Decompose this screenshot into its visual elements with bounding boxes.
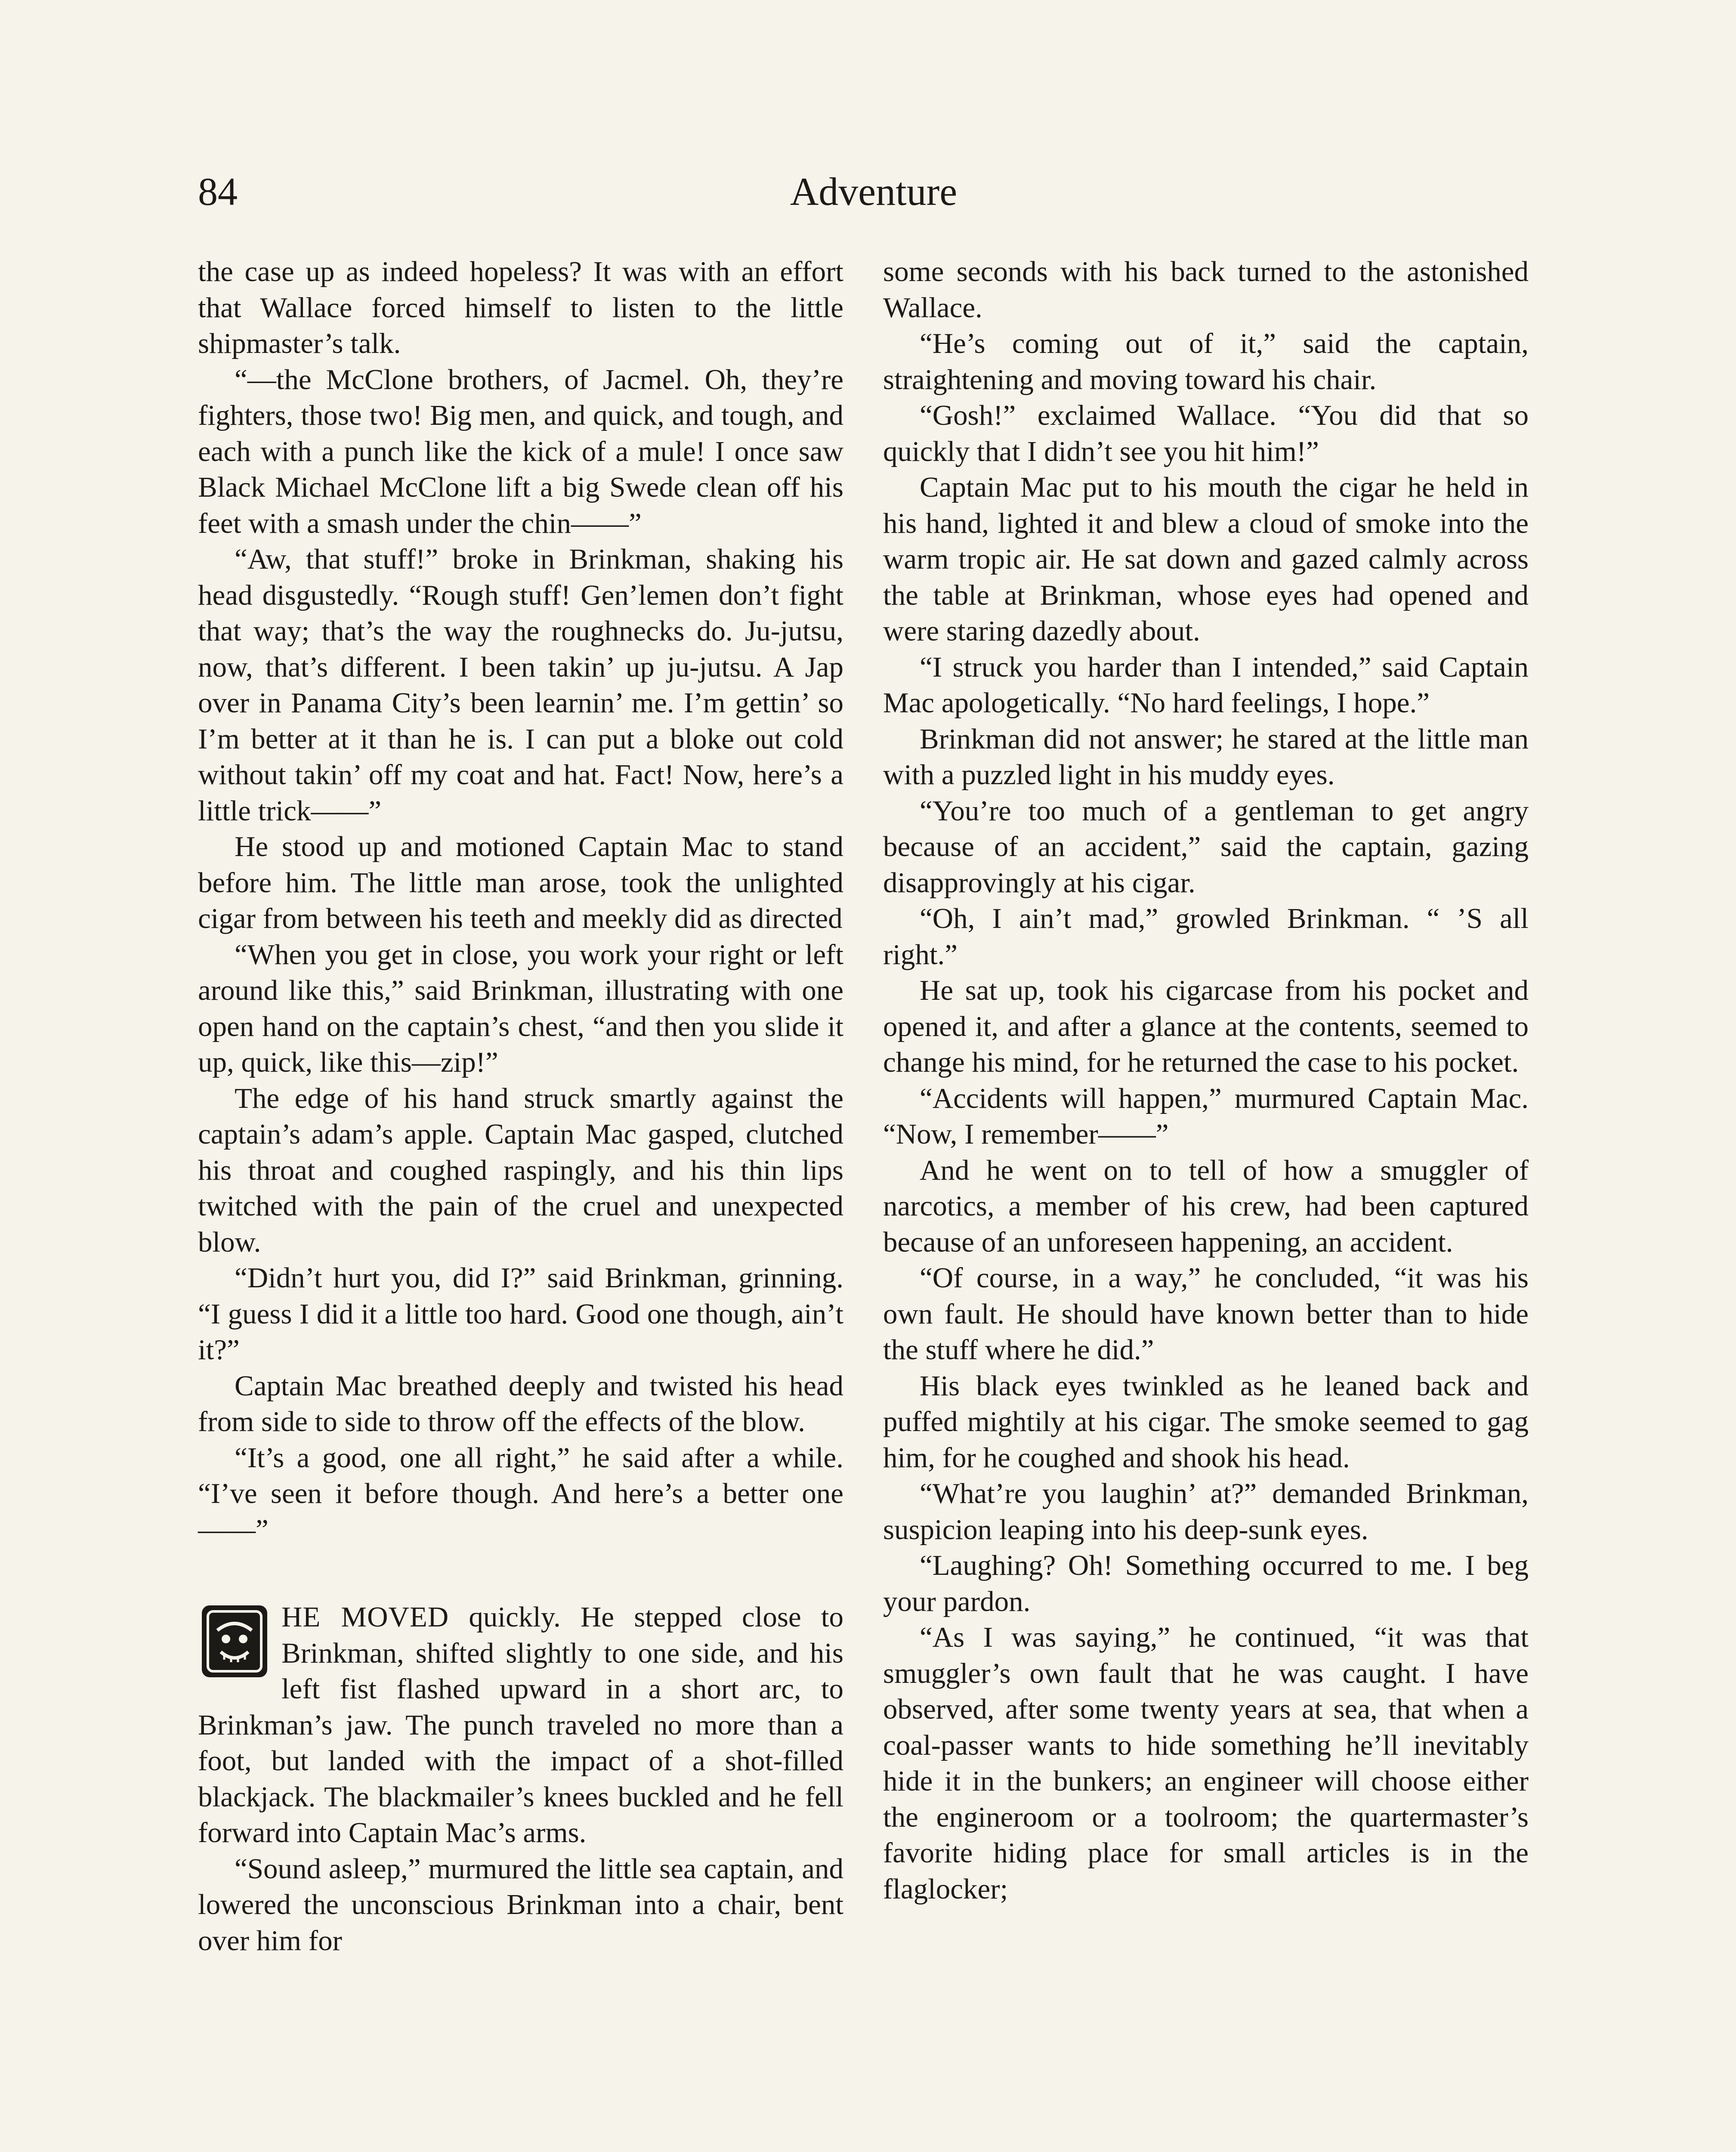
paragraph: “Oh, I ain’t mad,” growled Brinkman. “ ’S all right.” [883, 903, 1529, 971]
paragraph: “When you get in close, you work your right or left around like this,” said Brinkman, illustrating with one open hand on the captain’s chest, “and then you slide it up, quick, like this—zip!” [198, 938, 843, 1078]
magazine-title: Adventure [790, 170, 958, 213]
paragraph: “I struck you harder than I intended,” said Captain Mac apologetically. “No hard feelings, I hope.” [883, 651, 1529, 719]
paragraph: The edge of his hand struck smartly against the captain’s adam’s apple. Captain Mac gasped, clutched his throat and coughed raspingly, and his thin lips twitched with the pain of the cruel and unexpected blow. [198, 1082, 843, 1258]
paragraph: And he went on to tell of how a smuggler of narcotics, a member of his crew, had been captured because of an unforeseen happening, an accident. [883, 1154, 1529, 1258]
paragraph: Captain Mac put to his mouth the cigar he held in his hand, lighted it and blew a cloud of smoke into the warm tropic air. He sat down and gazed calmly across the table at Brinkman, whose eyes had opened and were staring dazedly about. [883, 471, 1529, 647]
paragraph: “Accidents will happen,” murmured Captain Mac. “Now, I remember——” [883, 1082, 1529, 1150]
paragraph: the case up as indeed hopeless? It was with an effort that Wallace forced himself to listen to the little shipmaster’s talk. [198, 256, 843, 359]
right-column [883, 254, 1529, 2152]
paragraph: “Sound asleep,” murmured the little sea captain, and lowered the unconscious Brinkman into a chair, bent over him for [198, 1852, 843, 1957]
page-header [198, 166, 1549, 226]
paragraph: Brinkman did not answer; he stared at the little man with a puzzled light in his muddy eyes. [883, 723, 1529, 791]
section-lead-caps: HE MOVED [281, 1601, 449, 1633]
section-ornament-icon [198, 1604, 271, 1681]
left-column [198, 254, 843, 2152]
paragraph: Captain Mac breathed deeply and twisted his head from side to side to throw off the effects of the blow. [198, 1370, 843, 1438]
paragraph: “Of course, in a way,” he concluded, “it was his own fault. He should have known better than to hide the stuff where he did.” [883, 1262, 1529, 1366]
paragraph: “Aw, that stuff!” broke in Brinkman, shaking his head disgustedly. “Rough stuff! Gen’lemen don’t fight that way; that’s the way the roughnecks do. Ju-jutsu, now, that’s different. I been takin’ up ju-jutsu. A Jap over in Panama City’s been learnin’ me. I’m gettin’ so I’m better at it than he is. I can put a bloke out cold without takin’ off my coat and hat. Fact! Now, here’s a little trick——” [198, 543, 843, 827]
page-number: 84 [198, 170, 238, 213]
paragraph: “As I was saying,” he continued, “it was that smuggler’s own fault that he was caught. I have observed, after some twenty years at sea, that when a coal-passer wants to hide something he’ll inevitably hide it in the bunkers; an engineer will choose either the engineroom or a toolroom; the quartermaster’s favorite hiding place for small articles is in the flaglocker; [883, 1621, 1529, 1905]
paragraph: His black eyes twinkled as he leaned back and puffed mightily at his cigar. The smoke seemed to gag him, for he coughed and shook his head. [883, 1370, 1529, 1474]
section-lead-text: quickly. He stepped close to Brinkman, shifted slightly to one side, and his left fist flashed upward in a short arc, to Brinkman’s jaw. The punch traveled no more than a foot, but landed with the impact of a shot-filled blackjack. The blackmailer’s knees buckled and he fell forward into Captain Mac’s arms. [198, 1601, 843, 1849]
section-lead-paragraph [198, 1599, 843, 1851]
paragraph: “What’re you laughin’ at?” demanded Brinkman, suspicion leaping into his deep-sunk eyes. [883, 1478, 1529, 1546]
paragraph: “You’re too much of a gentleman to get angry because of an accident,” said the captain, gazing disapprovingly at his cigar. [883, 795, 1529, 899]
paragraph: some seconds with his back turned to the astonished Wallace. [883, 256, 1529, 324]
paragraph: “Laughing? Oh! Something occurred to me. I beg your pardon. [883, 1549, 1529, 1617]
paragraph: “It’s a good, one all right,” he said after a while. “I’ve seen it before though. And here’s a better one——” [198, 1441, 843, 1546]
paragraph: “Gosh!” exclaimed Wallace. “You did that so quickly that I didn’t see you hit him!” [883, 399, 1529, 467]
paragraph: “He’s coming out of it,” said the captain, straightening and moving toward his chair. [883, 328, 1529, 396]
paragraph: He sat up, took his cigarcase from his pocket and opened it, and after a glance at the contents, seemed to change his mind, for he returned the case to his pocket. [883, 974, 1529, 1078]
paragraph: He stood up and motioned Captain Mac to stand before him. The little man arose, took the unlighted cigar from between his teeth and meekly did as directed [198, 831, 843, 934]
paragraph: “—the McClone brothers, of Jacmel. Oh, they’re fighters, those two! Big men, and quick, and tough, and each with a punch like the kick of a mule! I once saw Black Michael McClone lift a big Swede clean off his feet with a smash under the chin——” [198, 363, 843, 539]
paragraph: “Didn’t hurt you, did I?” said Brinkman, grinning. “I guess I did it a little too hard. Good one though, ain’t it?” [198, 1262, 843, 1366]
